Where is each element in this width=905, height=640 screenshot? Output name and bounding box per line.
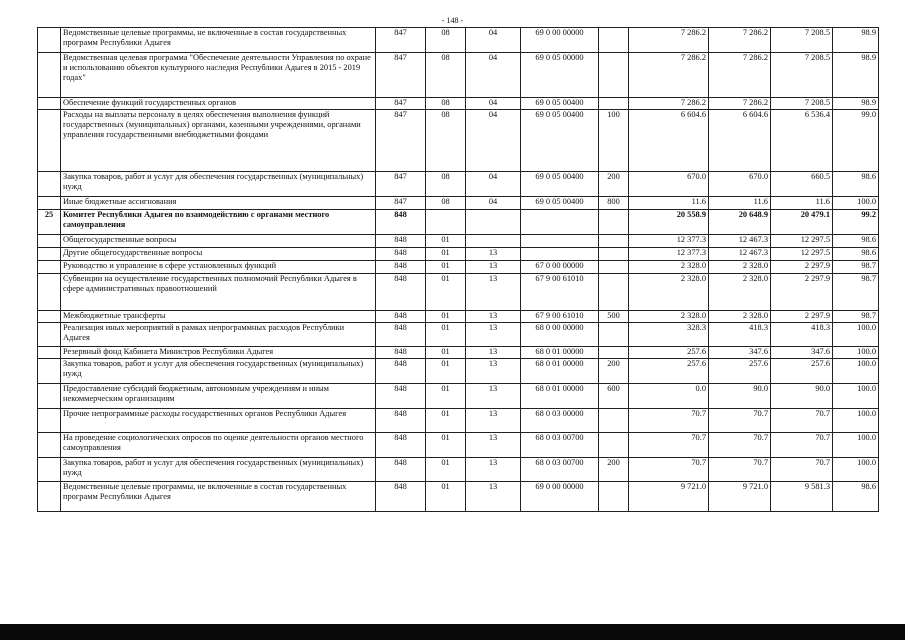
row-value-1: 7 286.2 xyxy=(629,98,709,110)
row-vr: 100 xyxy=(599,110,629,172)
table-row xyxy=(38,458,879,482)
row-value-3: 11.6 xyxy=(771,197,833,210)
row-value-3: 660.5 xyxy=(771,172,833,197)
row-percent: 100.0 xyxy=(833,433,879,458)
table-row xyxy=(38,210,879,235)
row-percent: 100.0 xyxy=(833,359,879,384)
row-number xyxy=(38,110,61,172)
row-value-1: 70.7 xyxy=(629,433,709,458)
row-percent: 98.6 xyxy=(833,482,879,512)
row-name: Комитет Республики Адыгея по взаимодействию с органами местного самоуправления xyxy=(61,210,376,235)
row-percent: 100.0 xyxy=(833,197,879,210)
row-value-3: 7 208.5 xyxy=(771,28,833,53)
row-value-2: 7 286.2 xyxy=(709,53,771,98)
row-value-1: 2 328.0 xyxy=(629,311,709,323)
row-rz: 01 xyxy=(426,384,466,409)
row-percent: 98.9 xyxy=(833,98,879,110)
row-value-1: 0.0 xyxy=(629,384,709,409)
row-name: Закупка товаров, работ и услуг для обеспечения государственных (муниципальных) нужд xyxy=(61,172,376,197)
row-csr: 67 0 00 00000 xyxy=(521,261,599,274)
row-vr xyxy=(599,347,629,359)
row-ved: 848 xyxy=(376,210,426,235)
row-value-2: 347.6 xyxy=(709,347,771,359)
row-ved: 848 xyxy=(376,458,426,482)
row-pr: 13 xyxy=(466,347,521,359)
row-rz xyxy=(426,210,466,235)
row-value-3: 12 297.5 xyxy=(771,235,833,248)
row-percent: 98.7 xyxy=(833,311,879,323)
row-value-3: 2 297.9 xyxy=(771,274,833,311)
row-vr: 200 xyxy=(599,359,629,384)
row-csr: 68 0 01 00000 xyxy=(521,384,599,409)
row-value-3: 6 536.4 xyxy=(771,110,833,172)
row-vr: 500 xyxy=(599,311,629,323)
row-csr: 68 0 01 00000 xyxy=(521,359,599,384)
row-ved: 848 xyxy=(376,323,426,347)
row-number xyxy=(38,28,61,53)
row-pr: 04 xyxy=(466,53,521,98)
table-row xyxy=(38,197,879,210)
row-value-1: 328.3 xyxy=(629,323,709,347)
row-pr: 13 xyxy=(466,248,521,261)
row-ved: 848 xyxy=(376,274,426,311)
row-value-2: 670.0 xyxy=(709,172,771,197)
row-value-2: 12 467.3 xyxy=(709,248,771,261)
row-value-1: 257.6 xyxy=(629,359,709,384)
row-name: Обеспечение функций государственных органов xyxy=(61,98,376,110)
row-csr: 69 0 05 00400 xyxy=(521,197,599,210)
row-ved: 848 xyxy=(376,235,426,248)
row-number xyxy=(38,384,61,409)
row-ved: 848 xyxy=(376,482,426,512)
table-row xyxy=(38,409,879,433)
row-name: Расходы на выплаты персоналу в целях обеспечения выполнения функций государственных (муниципальных) органами, казенными учреждениями, органами управления государственными внебюджетными фондами xyxy=(61,110,376,172)
row-ved: 848 xyxy=(376,384,426,409)
table-row xyxy=(38,53,879,98)
row-percent: 98.6 xyxy=(833,235,879,248)
row-number xyxy=(38,433,61,458)
row-rz: 01 xyxy=(426,261,466,274)
row-pr: 13 xyxy=(466,482,521,512)
row-name: Иные бюджетные ассигнования xyxy=(61,197,376,210)
row-rz: 01 xyxy=(426,347,466,359)
row-number xyxy=(38,482,61,512)
row-csr: 69 0 05 00000 xyxy=(521,53,599,98)
row-csr: 69 0 00 00000 xyxy=(521,482,599,512)
row-csr: 68 0 03 00000 xyxy=(521,409,599,433)
row-csr xyxy=(521,210,599,235)
row-csr: 67 9 00 61010 xyxy=(521,274,599,311)
table-row xyxy=(38,359,879,384)
row-pr: 13 xyxy=(466,323,521,347)
row-vr xyxy=(599,210,629,235)
row-value-3: 12 297.5 xyxy=(771,248,833,261)
row-value-2: 7 286.2 xyxy=(709,98,771,110)
row-value-1: 7 286.2 xyxy=(629,28,709,53)
row-value-1: 20 558.9 xyxy=(629,210,709,235)
row-ved: 847 xyxy=(376,28,426,53)
row-rz: 01 xyxy=(426,248,466,261)
row-name: Прочие непрограммные расходы государственных органов Республики Адыгея xyxy=(61,409,376,433)
row-value-1: 7 286.2 xyxy=(629,53,709,98)
row-name: Ведомственные целевые программы, не включенные в состав государственных программ Республики Адыгея xyxy=(61,482,376,512)
row-name: Субвенции на осуществление государственных полномочий Республики Адыгея в сфере административных правоотношений xyxy=(61,274,376,311)
row-pr: 13 xyxy=(466,274,521,311)
row-percent: 99.2 xyxy=(833,210,879,235)
row-rz: 01 xyxy=(426,482,466,512)
row-csr: 68 0 00 00000 xyxy=(521,323,599,347)
row-number xyxy=(38,323,61,347)
row-value-2: 6 604.6 xyxy=(709,110,771,172)
row-ved: 847 xyxy=(376,98,426,110)
row-vr xyxy=(599,98,629,110)
row-rz: 08 xyxy=(426,197,466,210)
row-rz: 08 xyxy=(426,98,466,110)
row-csr xyxy=(521,235,599,248)
row-pr: 04 xyxy=(466,172,521,197)
row-number xyxy=(38,409,61,433)
row-name: На проведение социологических опросов по оценке деятельности органов местного самоуправления xyxy=(61,433,376,458)
row-number xyxy=(38,98,61,110)
row-ved: 847 xyxy=(376,172,426,197)
row-percent: 99.0 xyxy=(833,110,879,172)
row-csr: 68 0 03 00700 xyxy=(521,458,599,482)
row-ved: 848 xyxy=(376,347,426,359)
row-value-2: 9 721.0 xyxy=(709,482,771,512)
row-vr xyxy=(599,261,629,274)
row-value-1: 670.0 xyxy=(629,172,709,197)
row-name: Ведомственная целевая программа "Обеспечение деятельности Управления по охране и использованию объектов культурного наследия Республики Адыгея в 2015 - 2019 годах" xyxy=(61,53,376,98)
row-value-1: 6 604.6 xyxy=(629,110,709,172)
row-number xyxy=(38,274,61,311)
table-row xyxy=(38,384,879,409)
row-percent: 100.0 xyxy=(833,458,879,482)
row-rz: 01 xyxy=(426,274,466,311)
row-rz: 01 xyxy=(426,458,466,482)
row-csr xyxy=(521,248,599,261)
row-value-3: 347.6 xyxy=(771,347,833,359)
row-value-3: 257.6 xyxy=(771,359,833,384)
table-row xyxy=(38,235,879,248)
row-csr: 68 0 03 00700 xyxy=(521,433,599,458)
row-ved: 847 xyxy=(376,110,426,172)
row-percent: 98.9 xyxy=(833,53,879,98)
budget-table xyxy=(37,27,879,512)
row-vr xyxy=(599,235,629,248)
row-percent: 100.0 xyxy=(833,347,879,359)
row-value-2: 11.6 xyxy=(709,197,771,210)
row-value-2: 70.7 xyxy=(709,433,771,458)
row-value-3: 9 581.3 xyxy=(771,482,833,512)
table-row xyxy=(38,110,879,172)
row-value-3: 70.7 xyxy=(771,458,833,482)
row-ved: 847 xyxy=(376,53,426,98)
row-vr xyxy=(599,433,629,458)
row-csr: 67 9 00 61010 xyxy=(521,311,599,323)
row-pr: 13 xyxy=(466,384,521,409)
row-rz: 01 xyxy=(426,311,466,323)
row-name: Резервный фонд Кабинета Министров Республики Адыгея xyxy=(61,347,376,359)
row-percent: 98.7 xyxy=(833,261,879,274)
row-pr: 13 xyxy=(466,359,521,384)
row-ved: 848 xyxy=(376,311,426,323)
table-row xyxy=(38,28,879,53)
row-name: Общегосударственные вопросы xyxy=(61,235,376,248)
row-csr: 69 0 05 00400 xyxy=(521,110,599,172)
row-percent: 98.6 xyxy=(833,248,879,261)
table-row xyxy=(38,261,879,274)
row-rz: 01 xyxy=(426,433,466,458)
row-csr: 69 0 00 00000 xyxy=(521,28,599,53)
row-rz: 08 xyxy=(426,172,466,197)
row-pr xyxy=(466,235,521,248)
row-value-3: 7 208.5 xyxy=(771,53,833,98)
row-ved: 847 xyxy=(376,197,426,210)
row-csr: 69 0 05 00400 xyxy=(521,98,599,110)
row-value-3: 2 297.9 xyxy=(771,261,833,274)
row-value-2: 2 328.0 xyxy=(709,274,771,311)
row-name: Закупка товаров, работ и услуг для обеспечения государственных (муниципальных) нужд xyxy=(61,458,376,482)
row-value-2: 2 328.0 xyxy=(709,311,771,323)
row-value-2: 12 467.3 xyxy=(709,235,771,248)
table-row xyxy=(38,323,879,347)
row-value-3: 418.3 xyxy=(771,323,833,347)
row-number xyxy=(38,172,61,197)
row-value-3: 70.7 xyxy=(771,433,833,458)
row-value-1: 12 377.3 xyxy=(629,248,709,261)
row-value-1: 2 328.0 xyxy=(629,274,709,311)
row-value-1: 12 377.3 xyxy=(629,235,709,248)
table-row xyxy=(38,248,879,261)
row-number xyxy=(38,261,61,274)
row-name: Ведомственные целевые программы, не включенные в состав государственных программ Республики Адыгея xyxy=(61,28,376,53)
row-vr xyxy=(599,409,629,433)
table-row xyxy=(38,274,879,311)
row-value-1: 9 721.0 xyxy=(629,482,709,512)
row-rz: 01 xyxy=(426,235,466,248)
row-rz: 01 xyxy=(426,359,466,384)
row-vr: 200 xyxy=(599,458,629,482)
row-rz: 08 xyxy=(426,28,466,53)
table-row xyxy=(38,433,879,458)
row-percent: 100.0 xyxy=(833,384,879,409)
scan-bottom-edge xyxy=(0,624,905,640)
row-pr: 13 xyxy=(466,261,521,274)
row-rz: 08 xyxy=(426,53,466,98)
row-name: Межбюджетные трансферты xyxy=(61,311,376,323)
row-rz: 01 xyxy=(426,323,466,347)
row-pr xyxy=(466,210,521,235)
row-number xyxy=(38,359,61,384)
row-value-2: 418.3 xyxy=(709,323,771,347)
row-pr: 13 xyxy=(466,433,521,458)
row-value-3: 90.0 xyxy=(771,384,833,409)
row-value-2: 20 648.9 xyxy=(709,210,771,235)
row-pr: 04 xyxy=(466,28,521,53)
row-value-2: 7 286.2 xyxy=(709,28,771,53)
row-percent: 100.0 xyxy=(833,409,879,433)
row-percent: 98.6 xyxy=(833,172,879,197)
row-pr: 04 xyxy=(466,197,521,210)
table-row xyxy=(38,482,879,512)
row-value-2: 257.6 xyxy=(709,359,771,384)
row-value-1: 2 328.0 xyxy=(629,261,709,274)
row-rz: 01 xyxy=(426,409,466,433)
row-rz: 08 xyxy=(426,110,466,172)
row-vr xyxy=(599,274,629,311)
row-vr xyxy=(599,53,629,98)
row-percent: 98.7 xyxy=(833,274,879,311)
row-name: Предоставление субсидий бюджетным, автономным учреждениям и иным некоммерческим организациям xyxy=(61,384,376,409)
row-value-2: 2 328.0 xyxy=(709,261,771,274)
table-row xyxy=(38,311,879,323)
table-row xyxy=(38,347,879,359)
row-pr: 13 xyxy=(466,311,521,323)
row-pr: 04 xyxy=(466,98,521,110)
row-percent: 100.0 xyxy=(833,323,879,347)
row-vr xyxy=(599,248,629,261)
row-number xyxy=(38,197,61,210)
table-row xyxy=(38,172,879,197)
row-vr xyxy=(599,28,629,53)
row-vr xyxy=(599,323,629,347)
row-value-1: 257.6 xyxy=(629,347,709,359)
row-number: 25 xyxy=(38,210,61,235)
row-csr: 69 0 05 00400 xyxy=(521,172,599,197)
row-vr: 800 xyxy=(599,197,629,210)
row-vr: 200 xyxy=(599,172,629,197)
table-row xyxy=(38,98,879,110)
row-ved: 848 xyxy=(376,261,426,274)
row-pr: 13 xyxy=(466,458,521,482)
row-pr: 13 xyxy=(466,409,521,433)
row-value-1: 70.7 xyxy=(629,458,709,482)
row-ved: 848 xyxy=(376,248,426,261)
row-value-1: 70.7 xyxy=(629,409,709,433)
row-number xyxy=(38,347,61,359)
row-value-2: 70.7 xyxy=(709,458,771,482)
row-name: Другие общегосударственные вопросы xyxy=(61,248,376,261)
row-percent: 98.9 xyxy=(833,28,879,53)
row-number xyxy=(38,53,61,98)
row-value-2: 70.7 xyxy=(709,409,771,433)
row-vr: 600 xyxy=(599,384,629,409)
row-pr: 04 xyxy=(466,110,521,172)
row-value-1: 11.6 xyxy=(629,197,709,210)
row-name: Закупка товаров, работ и услуг для обеспечения государственных (муниципальных) нужд xyxy=(61,359,376,384)
row-ved: 848 xyxy=(376,359,426,384)
row-value-3: 70.7 xyxy=(771,409,833,433)
row-value-3: 20 479.1 xyxy=(771,210,833,235)
row-number xyxy=(38,311,61,323)
page-number: - 148 - xyxy=(441,16,464,25)
row-number xyxy=(38,458,61,482)
row-value-3: 2 297.9 xyxy=(771,311,833,323)
row-name: Руководство и управление в сфере установленных функций xyxy=(61,261,376,274)
row-number xyxy=(38,248,61,261)
row-value-3: 7 208.5 xyxy=(771,98,833,110)
row-vr xyxy=(599,482,629,512)
row-value-2: 90.0 xyxy=(709,384,771,409)
row-ved: 848 xyxy=(376,433,426,458)
row-csr: 68 0 01 00000 xyxy=(521,347,599,359)
row-number xyxy=(38,235,61,248)
row-ved: 848 xyxy=(376,409,426,433)
row-name: Реализация иных мероприятий в рамках непрограммных расходов Республики Адыгея xyxy=(61,323,376,347)
